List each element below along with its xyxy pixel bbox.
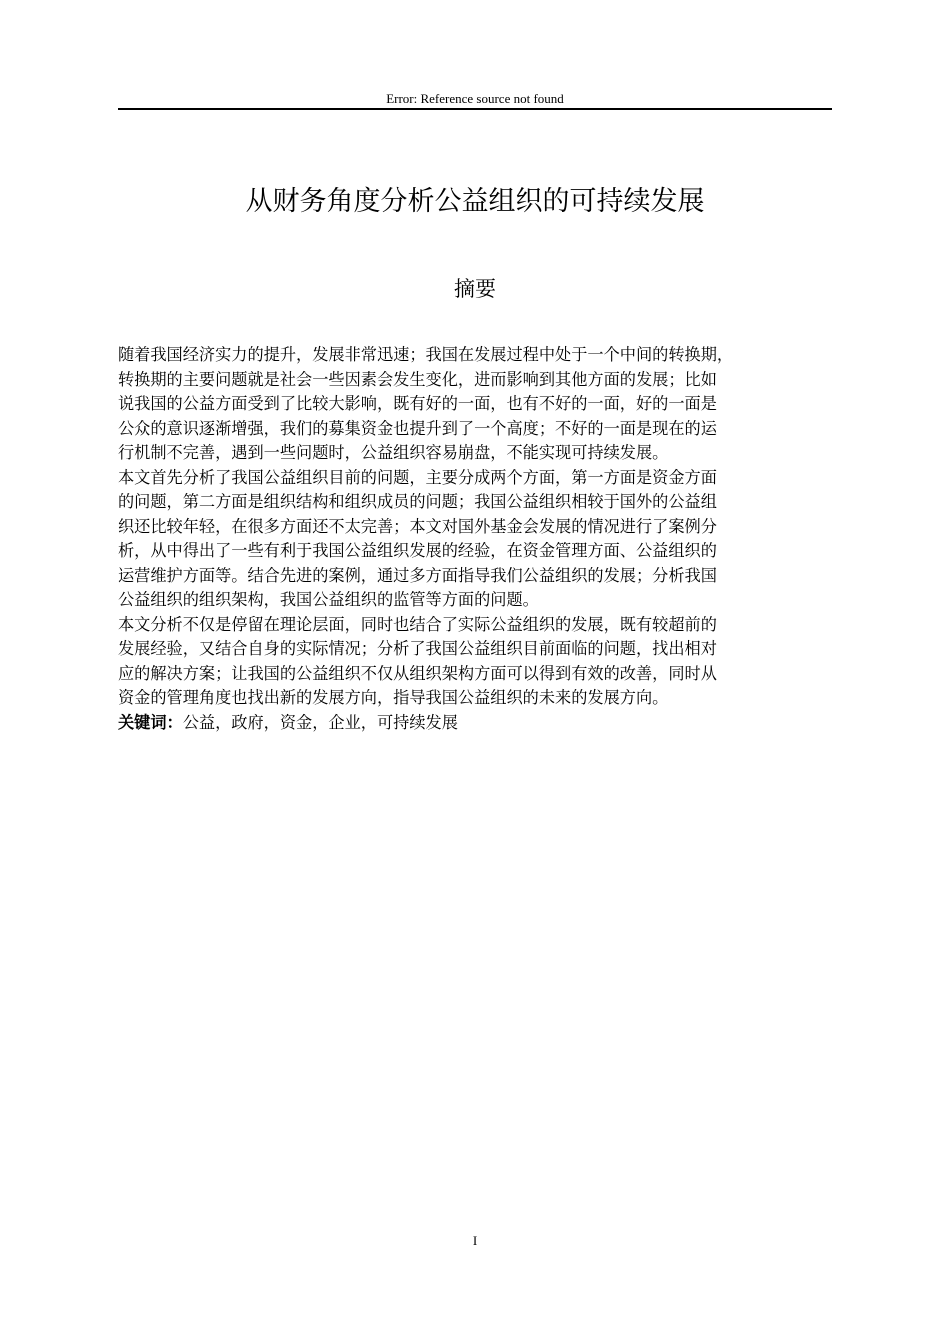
text-line: 析，从中得出了一些有利于我国公益组织发展的经验，在资金管理方面、公益组织的: [118, 541, 717, 560]
text-line: 运营维护方面等。结合先进的案例，通过多方面指导我们公益组织的发展；分析我国: [118, 565, 717, 585]
text-line: 本文首先分析了我国公益组织目前的问题，主要分成两个方面，第一方面是资金方面: [118, 467, 717, 487]
text-line: 资金的管理角度也找出新的发展方向，指导我国公益组织的未来的发展方向。: [118, 688, 669, 707]
text-line: 的问题，第二方面是组织结构和组织成员的问题；我国公益组织相较于国外的公益组: [118, 492, 717, 511]
abstract-paragraph-3: [118, 613, 850, 711]
abstract-paragraph-2: [118, 466, 850, 613]
text-line: 公众的意识逐渐增强，我们的募集资金也提升到了一个高度；不好的一面是现在的运: [118, 418, 717, 438]
document-title: 从财务角度分析公益组织的可持续发展: [245, 186, 705, 217]
text-line: 本文分析不仅是停留在理论层面，同时也结合了实际公益组织的发展，既有较超前的: [118, 614, 717, 634]
keywords-value: 公益，政府，资金，企业，可持续发展: [182, 712, 458, 732]
abstract-paragraph-1: [118, 343, 850, 466]
text-line: 应的解决方案；让我国的公益组织不仅从组织架构方面可以得到有效的改善，同时从: [118, 663, 717, 683]
text-line: 织还比较年轻，在很多方面还不太完善；本文对国外基金会发展的情况进行了案例分: [118, 516, 717, 536]
text-line: 公益组织的组织架构，我国公益组织的监管等方面的问题。: [118, 590, 539, 609]
abstract-heading: 摘要: [454, 277, 496, 301]
text-line: 随着我国经济实力的提升，发展非常迅速；我国在发展过程中处于一个中间的转换期，: [118, 345, 734, 364]
running-header: Error: Reference source not found: [386, 91, 564, 106]
page-number: I: [472, 1233, 478, 1248]
header-rule: [118, 108, 832, 110]
text-line: 说我国的公益方面受到了比较大影响，既有好的一面，也有不好的一面，好的一面是: [118, 394, 717, 413]
text-line: 发展经验，又结合自身的实际情况；分析了我国公益组织目前面临的问题，找出相对: [118, 639, 717, 658]
abstract-body: [118, 343, 850, 735]
keywords-line: [118, 711, 850, 736]
text-line: 转换期的主要问题就是社会一些因素会发生变化，进而影响到其他方面的发展；比如: [118, 369, 717, 389]
text-line: 行机制不完善，遇到一些问题时，公益组织容易崩盘，不能实现可持续发展。: [118, 443, 669, 462]
keywords-label: 关键词：: [118, 712, 183, 732]
